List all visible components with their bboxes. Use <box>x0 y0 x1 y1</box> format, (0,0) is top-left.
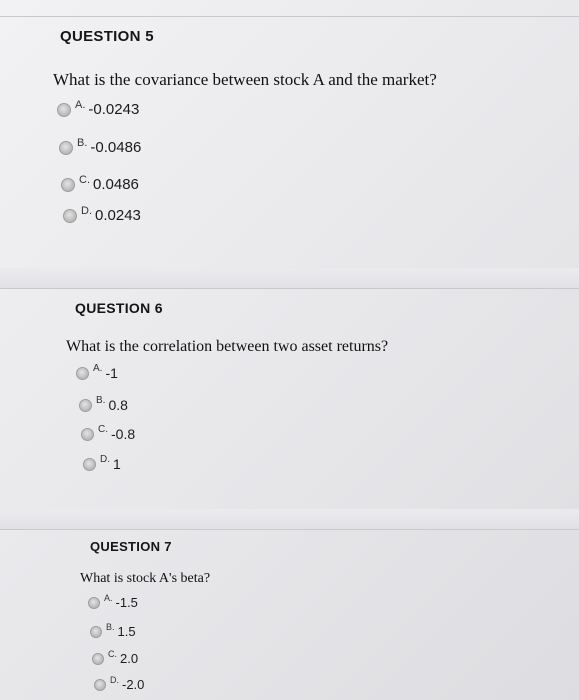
question-title: QUESTION 5 <box>60 28 154 45</box>
option-b[interactable] <box>59 136 142 156</box>
option-letter: A. <box>75 98 86 111</box>
option-letter: B. <box>77 136 88 149</box>
option-c[interactable] <box>61 173 139 193</box>
option-value: 0.8 <box>108 397 128 413</box>
radio-button[interactable] <box>83 458 96 471</box>
radio-button[interactable] <box>63 209 77 223</box>
option-d[interactable] <box>83 453 121 472</box>
option-letter: B. <box>96 394 106 406</box>
option-a[interactable] <box>88 592 138 610</box>
option-value: -0.8 <box>111 426 136 442</box>
option-value: 0.0486 <box>93 176 139 193</box>
option-letter: C. <box>108 648 117 659</box>
radio-button[interactable] <box>76 367 89 380</box>
radio-button[interactable] <box>94 679 106 691</box>
option-c[interactable] <box>92 648 139 666</box>
option-a[interactable] <box>76 362 118 381</box>
option-value: 0.0243 <box>95 207 141 224</box>
option-value: -1.5 <box>115 595 138 610</box>
question-text: What is stock A's beta? <box>80 571 211 586</box>
option-value: -2.0 <box>122 677 145 692</box>
radio-button[interactable] <box>81 428 94 441</box>
option-b[interactable] <box>79 394 128 413</box>
option-b[interactable] <box>90 621 136 639</box>
radio-button[interactable] <box>88 597 100 609</box>
option-letter: D. <box>110 674 119 685</box>
option-d[interactable] <box>63 204 141 224</box>
radio-button[interactable] <box>59 141 73 155</box>
question-text: What is the covariance between stock A and the market? <box>53 70 437 89</box>
option-d[interactable] <box>94 674 145 692</box>
section-divider <box>0 268 579 288</box>
radio-button[interactable] <box>92 653 104 665</box>
section-divider <box>0 509 579 529</box>
question-title: QUESTION 6 <box>75 300 163 316</box>
question-title: QUESTION 7 <box>90 539 172 554</box>
option-value: -0.0486 <box>90 139 142 156</box>
option-letter: C. <box>98 423 108 435</box>
option-value: 1 <box>113 456 121 472</box>
option-letter: C. <box>79 173 90 186</box>
option-letter: A. <box>104 592 113 603</box>
section-divider-line <box>0 288 579 289</box>
option-letter: A. <box>93 362 103 374</box>
option-letter: B. <box>106 621 115 632</box>
option-letter: D. <box>100 453 110 465</box>
radio-button[interactable] <box>90 626 102 638</box>
radio-button[interactable] <box>79 399 92 412</box>
option-value: -0.0243 <box>88 101 140 118</box>
option-value: -1 <box>105 365 118 381</box>
section-divider-line <box>0 529 579 530</box>
option-value: 2.0 <box>120 651 139 666</box>
option-c[interactable] <box>81 423 136 442</box>
option-a[interactable] <box>57 98 140 118</box>
top-divider <box>0 16 579 17</box>
question-text: What is the correlation between two asset returns? <box>66 338 389 355</box>
radio-button[interactable] <box>57 103 71 117</box>
radio-button[interactable] <box>61 178 75 192</box>
option-value: 1.5 <box>117 624 136 639</box>
option-letter: D. <box>81 204 92 217</box>
